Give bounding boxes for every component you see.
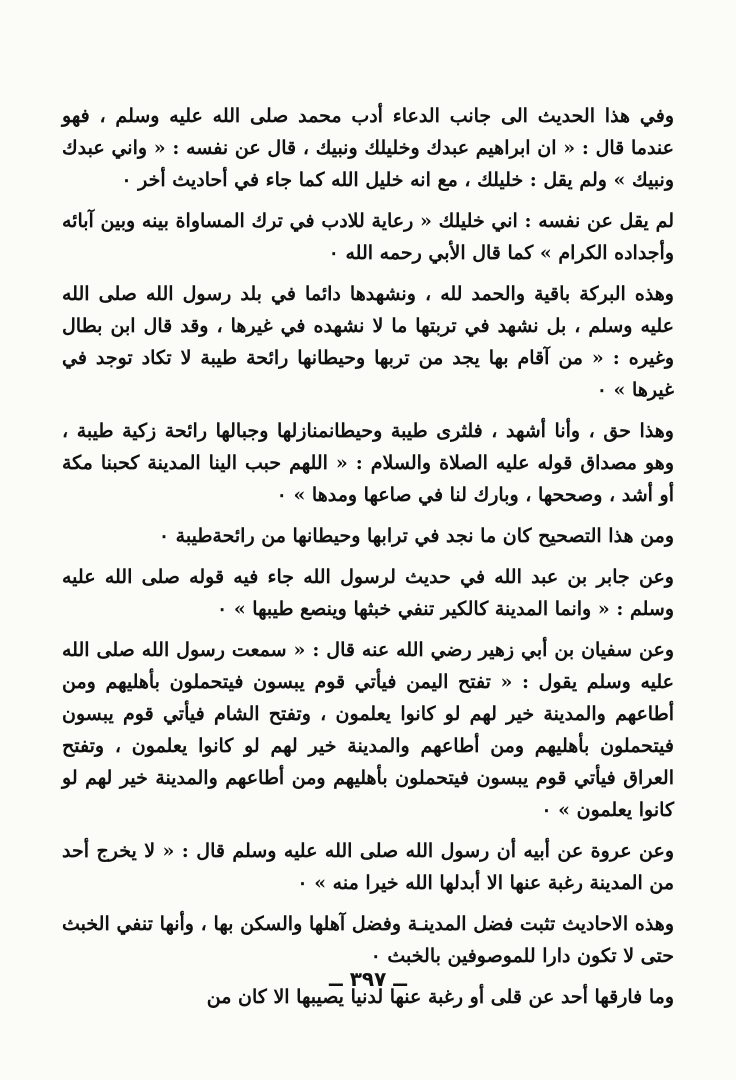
page-number: ــ ٣٩٧ ــ [329, 967, 407, 991]
paragraph: وعن عروة عن أبيه أن رسول الله صلى الله عليه وسلم قال : « لا يخرج أحد من المدينة رغبة عنها الا أبدلها الله خيرا منه » ٠ [62, 840, 674, 894]
paragraph: لم يقل عن نفسه : اني خليلك « رعاية للادب في ترك المساواة بينه وبين آبائه وأجداده الكرام » كما قال الأبي رحمه الله ٠ [62, 210, 674, 264]
paragraph: وفي هذا الحديث الى جانب الدعاء أدب محمد صلى الله عليه وسلم ، فهو عندما قال : « ان ابراهيم عبدك وخليلك ونبيك ، قال عن نفسه : « واني عبدك ونبيك » ولم يقل : خليلك ، مع انه خليل الله كما جاء في أحاديث أخر ٠ [62, 105, 674, 191]
paragraph: وهذا حق ، وأنا أشهد ، فلثرى طيبة وحيطانمنازلها وجبالها رائحة زكية طيبة ، وهو مصداق قوله عليه الصلاة والسلام : « اللهم حبب الينا المدينة كحبنا مكة أو أشد ، وصححها ، وبارك لنا في صاعها ومدها » ٠ [62, 420, 674, 506]
paragraph: ومن هذا التصحيح كان ما نجد في ترابها وحيطانها من رائحةطيبة ٠ [158, 525, 674, 547]
paragraph: وما فارقها أحد عن قلى أو رغبة عنها لدنيا يصيبها الا كان من [206, 986, 674, 1008]
paragraph: وهذه البركة باقية والحمد لله ، ونشهدها دائما في بلد رسول الله صلى الله عليه وسلم ، بل نشهد في تربتها ما لا نشهده في غيرها ، وقد قال ابن بطال وغيره : « من آقام بها يجد من تربها وحيطانها رائحة طيبة لا تكاد توجد في غيرها » ٠ [62, 283, 674, 401]
paragraph: وعن سفيان بن أبي زهير رضي الله عنه قال : « سمعت رسول الله صلى الله عليه وسلم يقول : « تفتح اليمن فيأتي قوم يبسون فيتحملون بأهليهم ومن أطاعهم والمدينة خير لهم لو كانوا يعلمون ، وتفتح الشام فيأتي قوم يبسون فيتحملون بأهليهم ومن أطاعهم والمدينة خير لهم لو كانوا يعلمون ، وتفتح العراق فيأتي قوم يبسون فيتحملون بأهليهم ومن أطاعهم والمدينة خير لهم لو كانوا يعلمون » ٠ [62, 639, 674, 821]
paragraph: وعن جابر بن عبد الله في حديث لرسول الله جاء فيه قوله صلى الله عليه وسلم : « وانما المدينة كالكير تنفي خبثها وينصع طيبها » ٠ [62, 566, 674, 620]
paragraph: وهذه الاحاديث تثبت فضل المدينـة وفضل آهلها والسكن بها ، وأنها تنفي الخبث حتى لا تكون دارا للموصوفين بالخبث ٠ [62, 913, 674, 967]
